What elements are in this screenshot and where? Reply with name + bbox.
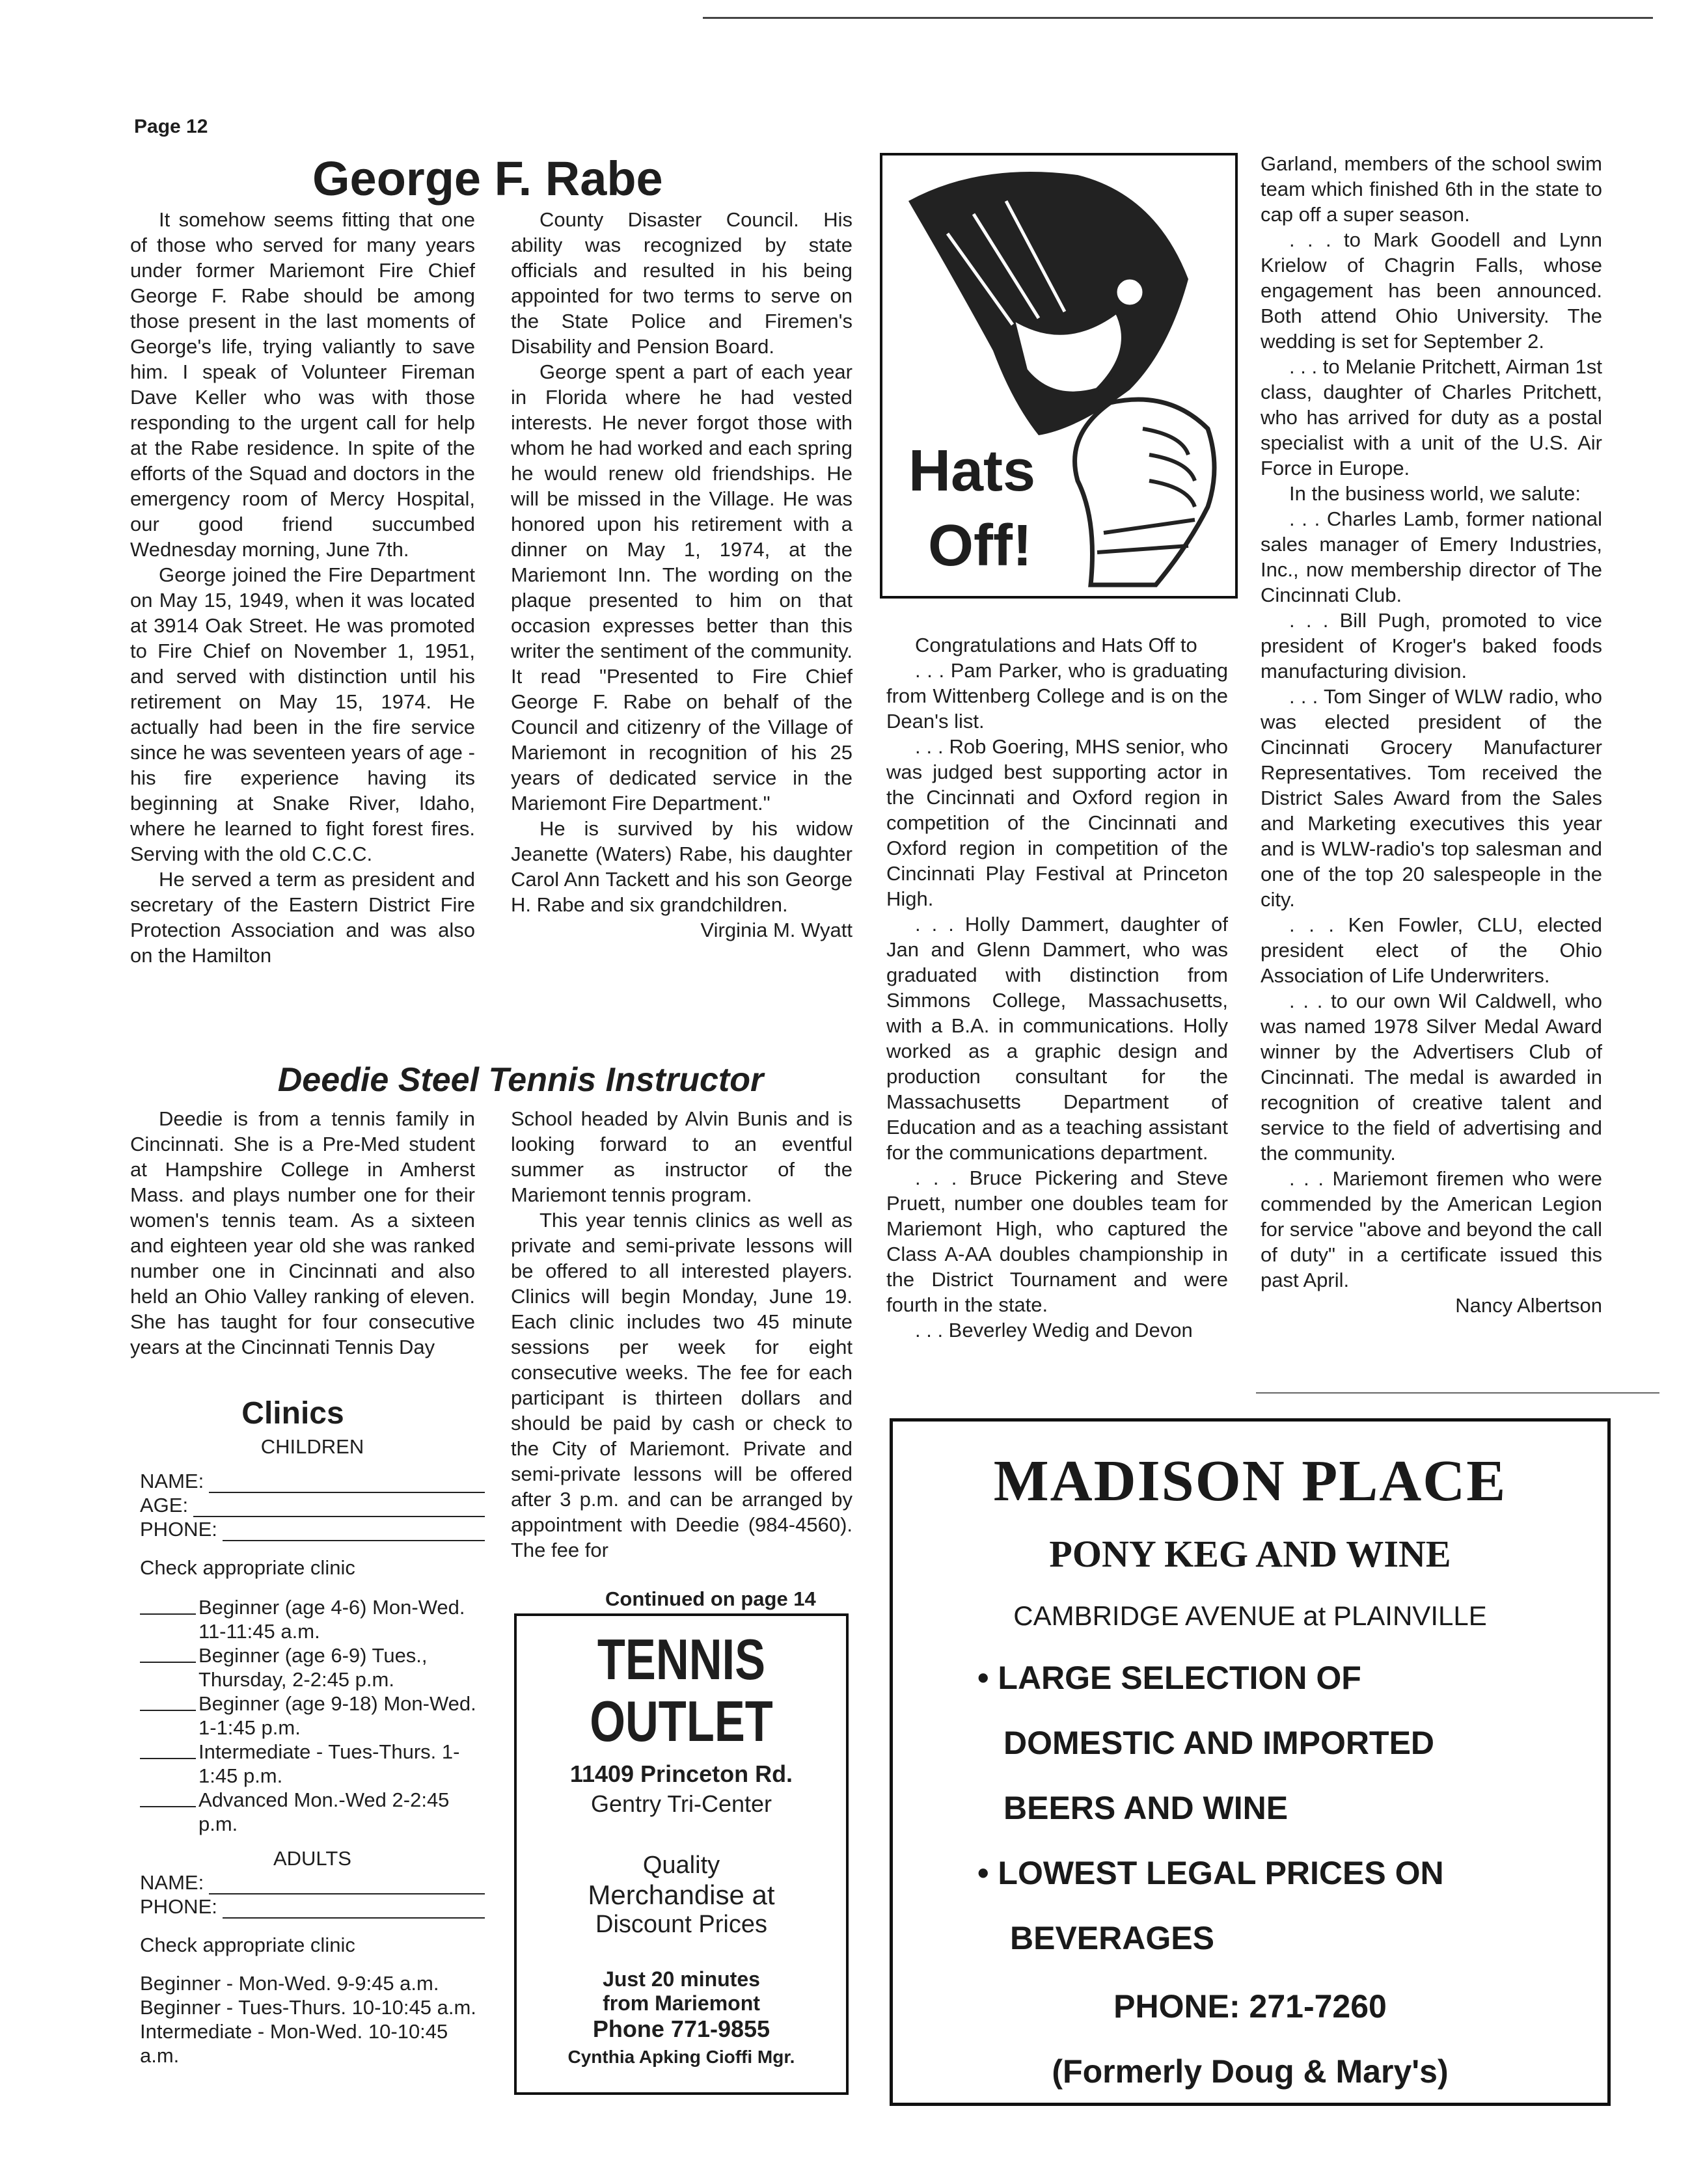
check-label: Check appropriate clinic	[140, 1556, 355, 1579]
ad-quality: Quality	[642, 1852, 720, 1879]
hats-paragraph: . . . Ken Fowler, CLU, elected president elect of the Ohio Association of Life Underwriters.	[1261, 913, 1602, 987]
hats-paragraph: . . . Holly Dammert, daughter of Jan and Glenn Dammert, who was graduated with distinction from Simmons College, Massachusetts, with a B.A. in communications. Holly worked as a graphic design and production consultant for the Massachusetts Department of Education and as a teaching assistant for the communications department.	[886, 913, 1228, 1164]
adult-option[interactable]: Beginner - Tues-Thurs. 10-10:45 a.m.	[140, 1996, 476, 2019]
tennis-outlet-ad	[514, 1613, 849, 2095]
adult-option[interactable]: Beginner - Mon-Wed. 9-9:45 a.m.	[140, 1972, 439, 1995]
adult-check-label: Check appropriate clinic	[140, 1934, 355, 1956]
continued-note: Continued on page 14	[605, 1587, 816, 1610]
hats-paragraph: . . . Beverley Wedig and Devon	[915, 1319, 1193, 1341]
top-rule	[703, 17, 1653, 19]
hats-paragraph: Garland, members of the school swim team which finished 6th in the state to cap off a super season.	[1261, 152, 1602, 226]
tennis-paragraph: This year tennis clinics as well as private and semi-private lessons will be offered to all interested players. Clinics will begin Monday, June 19. Each clinic includes two 45 minute sessions per week for eight consecutive weeks. The fee for each participant is thirteen dollars and should be paid by cash or check to the City of Mariemont. Private and semi-private lessons will be offered after 3 p.m. and can be arranged by appointment with Deedie (984-4560). The fee for	[511, 1209, 852, 1561]
adult-phone-label: PHONE:	[140, 1895, 217, 1918]
hats-paragraph: . . . Rob Goering, MHS senior, who was judged best supporting actor in the Cincinnati and Oxford region in competition of the Cincinnati and Oxford region in competition of the Cincinnati Play Festival at Princeton High.	[886, 735, 1228, 910]
hats-paragraph: . . . Pam Parker, who is graduating from Wittenberg College and is on the Dean's list.	[886, 659, 1228, 733]
clinic-option[interactable]: Advanced Mon.-Wed 2-2:45 p.m.	[140, 1788, 485, 1836]
tennis-column-1	[130, 1106, 475, 1360]
rabe-column-1	[130, 207, 475, 968]
rabe-paragraph: George joined the Fire Department on May 15, 1949, when it was located at 3914 Oak Street. He was promoted to Fire Chief on November 1, 1951, and served with distinction until his retirement on May 15, 1974. He actually had been in the fire service since he was seventeen years of age - his fire experience having its beginning at Snake River, Idaho, where he learned to fight forest fires. Serving with the old C.C.C.	[130, 563, 475, 865]
hats-paragraph: . . . Charles Lamb, former national sales manager of Emery Industries, Inc., now membership director of The Cincinnati Club.	[1261, 507, 1602, 606]
children-label: CHILDREN	[260, 1435, 364, 1458]
hats-paragraph: Congratulations and Hats Off to	[915, 634, 1197, 656]
off-text: Off!	[928, 513, 1032, 578]
adult-name-field[interactable]	[140, 1870, 485, 1894]
madison-formerly: (Formerly Doug & Mary's)	[1052, 2053, 1449, 2090]
tennis-column-2	[511, 1106, 852, 1563]
name-field[interactable]	[140, 1469, 485, 1493]
phone-field[interactable]	[140, 1517, 485, 1541]
madison-bullet-1b: DOMESTIC AND IMPORTED	[1003, 1725, 1435, 1761]
clinic-option[interactable]: Beginner (age 4-6) Mon-Wed. 11-11:45 a.m.	[140, 1595, 485, 1643]
clinics-heading: Clinics	[241, 1396, 344, 1431]
adult-phone-field[interactable]	[140, 1894, 485, 1919]
hats-paragraph: . . . to Melanie Pritchett, Airman 1st class, daughter of Charles Pritchett, who has arrived for duty as a postal specialist with a unit of the U.S. Air Force in Europe.	[1261, 355, 1602, 479]
clinic-registration-form	[140, 1435, 485, 2068]
hats-paragraph: . . . to Mark Goodell and Lynn Krielow of Chagrin Falls, whose engagement has been announced. Both attend Ohio University. The wedding is set for September 2.	[1261, 228, 1602, 353]
hats-paragraph: In the business world, we salute:	[1289, 482, 1581, 505]
hats-byline: Nancy Albertson	[1455, 1294, 1602, 1317]
adults-label: ADULTS	[273, 1847, 351, 1870]
ad-name-line2: OUTLET	[590, 1689, 773, 1753]
hats-paragraph: . . . Bruce Pickering and Steve Pruett, number one doubles team for Mariemont High, who captured the Class A-AA doubles championship in the District Tournament and were fourth in the state.	[886, 1166, 1228, 1316]
rabe-headline: George F. Rabe	[312, 152, 663, 206]
rabe-paragraph: George spent a part of each year in Florida where he had vested interests. He never forgot those with whom he had worked and each spring he would renew old friendships. He will be missed in the Village. He was honored upon his retirement with a dinner on May 1, 1974, at the Mariemont Inn. The wording on the plaque presented to him on that occasion expresses better than this writer the sentiment of the community. It read "Presented to Fire Chief George F. Rabe on behalf of the Council and citizenry of the Village of Mariemont in recognition of his 25 years of dedicated service in the Mariemont Fire Department."	[511, 360, 852, 815]
madison-bullet-2a: • LOWEST LEGAL PRICES ON	[977, 1855, 1444, 1891]
madison-bullet-1c: BEERS AND WINE	[1003, 1790, 1289, 1826]
ad-name-line1: TENNIS	[597, 1627, 766, 1692]
checkbox-blank[interactable]	[140, 1788, 196, 1807]
madison-phone: PHONE: 271-7260	[1113, 1988, 1387, 2025]
adult-option[interactable]: Intermediate - Mon-Wed. 10-10:45 a.m.	[140, 2020, 448, 2067]
age-field[interactable]	[140, 1493, 485, 1517]
madison-location: CAMBRIDGE AVENUE at PLAINVILLE	[1013, 1600, 1487, 1631]
ad-center: Gentry Tri-Center	[590, 1790, 772, 1817]
hats-off-column-2	[1261, 151, 1602, 1318]
hats-paragraph: . . . Tom Singer of WLW radio, who was elected president of the Cincinnati Grocery Manufacturer Representatives. Tom received the District Sales Award from the Sales and Marketing executives this year and is WLW-radio's top salesman and one of the top 20 salespeople in the city.	[1261, 685, 1602, 911]
checkbox-blank[interactable]	[140, 1692, 196, 1711]
hats-paragraph: . . . Bill Pugh, promoted to vice president of Kroger's baked foods manufacturing division.	[1261, 609, 1602, 682]
rabe-paragraph: He is survived by his widow Jeanette (Waters) Rabe, his daughter Carol Ann Tackett and his son George H. Rabe and six grandchildren.	[511, 817, 852, 916]
rabe-paragraph: It somehow seems fitting that one of those who served for many years under former Mariemont Fire Chief George F. Rabe should be among those present in the last moments of George's life, trying valiantly to save him. I speak of Volunteer Fireman Dave Keller who was with those responding to the urgent call for help at the Rabe residence. In spite of the efforts of the Squad and doctors in the emergency room of Mercy Hospital, our good friend succumbed Wednesday morning, June 7th.	[130, 208, 475, 561]
hats-paragraph: . . . Mariemont firemen who were commended by the American Legion for service "above and beyond the call of duty" in a certificate issued this past April.	[1261, 1167, 1602, 1291]
madison-name: MADISON PLACE	[993, 1449, 1507, 1513]
name-label: NAME:	[140, 1470, 204, 1492]
rabe-byline: Virginia M. Wyatt	[700, 919, 852, 941]
hats-off-column-1	[886, 632, 1228, 1343]
ad-merchandise: Merchandise at	[588, 1880, 775, 1910]
ad-address: 11409 Princeton Rd.	[569, 1760, 793, 1787]
hats-paragraph: . . . to our own Wil Caldwell, who was named 1978 Silver Medal Award winner by the Advertisers Club of Cincinnati. The medal is awarded in recognition of creative talent and service to the field of advertising and the community.	[1261, 990, 1602, 1165]
rabe-paragraph: He served a term as president and secretary of the Eastern District Fire Protection Association and was also on the Hamilton	[130, 868, 475, 967]
page-number: Page 12	[134, 116, 208, 137]
tennis-headline: Deedie Steel Tennis Instructor	[277, 1061, 764, 1099]
ad-prices: Discount Prices	[595, 1911, 767, 1938]
hat-hand-illustration	[882, 155, 1235, 596]
madison-bullet-1a: • LARGE SELECTION OF	[977, 1660, 1361, 1696]
checkbox-blank[interactable]	[140, 1740, 196, 1759]
ad-phone: Phone 771-9855	[592, 2015, 771, 2042]
rabe-paragraph: County Disaster Council. His ability was recognized by state officials and resulted in his being appointed for two terms to serve on the State Police and Firemen's Disability and Pension Board.	[511, 208, 852, 358]
ad-manager: Cynthia Apking Cioffi Mgr.	[567, 2047, 795, 2067]
clinic-option[interactable]: Intermediate - Tues-Thurs. 1-1:45 p.m.	[140, 1740, 485, 1788]
clinic-option[interactable]: Beginner (age 6-9) Tues., Thursday, 2-2:45 p.m.	[140, 1643, 485, 1692]
adult-name-label: NAME:	[140, 1871, 204, 1894]
rabe-column-2	[511, 207, 852, 943]
tennis-paragraph: Deedie is from a tennis family in Cincinnati. She is a Pre-Med student at Hampshire College in Amherst Mass. and plays number one for their women's tennis team. As a sixteen and eighteen year old she was ranked number one in Cincinnati and also held an Ohio Valley ranking of eleven. She has taught for four consecutive years at the Cincinnati Tennis Day	[130, 1107, 475, 1358]
ad-from: from Mariemont	[603, 1991, 760, 2015]
hats-text: Hats	[908, 438, 1036, 504]
checkbox-blank[interactable]	[140, 1643, 196, 1663]
madison-place-ad	[890, 1418, 1611, 2106]
clinic-option[interactable]: Beginner (age 9-18) Mon-Wed. 1-1:45 p.m.	[140, 1692, 485, 1740]
hats-off-graphic	[880, 153, 1238, 599]
age-label: AGE:	[140, 1494, 189, 1517]
checkbox-blank[interactable]	[140, 1595, 196, 1615]
phone-label: PHONE:	[140, 1518, 217, 1541]
madison-bullet-2b: BEVERAGES	[1010, 1920, 1214, 1956]
madison-subtitle: PONY KEG AND WINE	[1049, 1533, 1451, 1575]
section-divider	[1256, 1392, 1659, 1394]
ad-minutes: Just 20 minutes	[603, 1967, 760, 1991]
tennis-paragraph: School headed by Alvin Bunis and is looking forward to an eventful summer as instructor of the Mariemont tennis program.	[511, 1107, 852, 1206]
